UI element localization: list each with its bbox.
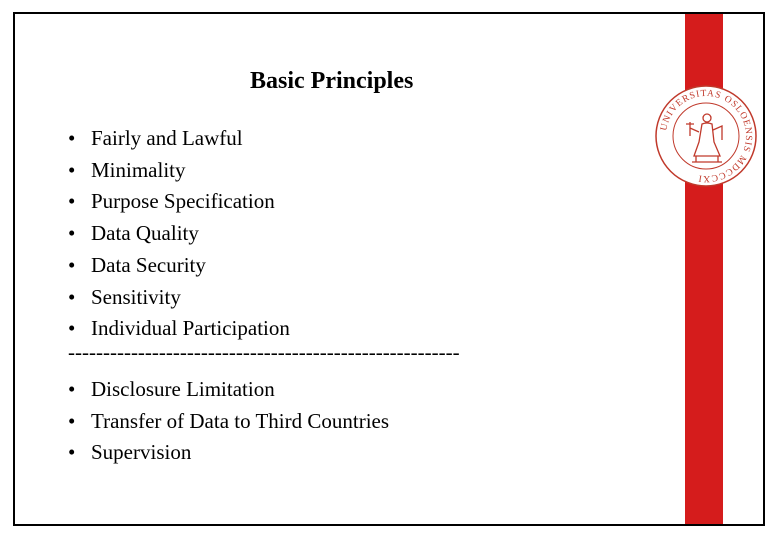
list-item: • Transfer of Data to Third Countries bbox=[68, 406, 389, 438]
bullet: • bbox=[68, 377, 76, 401]
list-item: • Disclosure Limitation bbox=[68, 374, 389, 406]
svg-text:UNIVERSITAS OSLOENSIS MDCCCXI: UNIVERSITAS OSLOENSIS MDCCCXI bbox=[659, 88, 754, 184]
list-item: • Data Security bbox=[68, 250, 290, 282]
list-item: • Individual Participation bbox=[68, 313, 290, 345]
bullet: • bbox=[68, 189, 76, 214]
university-seal-logo bbox=[652, 82, 760, 190]
list-item: • Supervision bbox=[68, 437, 389, 469]
additional-principles-list bbox=[68, 374, 389, 469]
bullet: • bbox=[68, 157, 76, 182]
bullet: • bbox=[68, 126, 76, 150]
bullet: • bbox=[68, 252, 76, 277]
principles-list bbox=[68, 123, 290, 345]
list-item: • Sensitivity bbox=[68, 282, 290, 314]
bullet: • bbox=[68, 440, 76, 465]
list-item: • Purpose Specification bbox=[68, 186, 290, 218]
bullet: • bbox=[68, 316, 76, 341]
list-item: • Fairly and Lawful bbox=[68, 123, 290, 155]
slide-title: Basic Principles bbox=[250, 68, 414, 94]
list-item: • Data Quality bbox=[68, 218, 290, 250]
list-item: • Minimality bbox=[68, 155, 290, 187]
bullet: • bbox=[68, 284, 76, 309]
bullet: • bbox=[68, 221, 76, 246]
bullet: • bbox=[68, 408, 76, 433]
dashed-divider: -------------------------------------------------------- bbox=[68, 340, 460, 364]
